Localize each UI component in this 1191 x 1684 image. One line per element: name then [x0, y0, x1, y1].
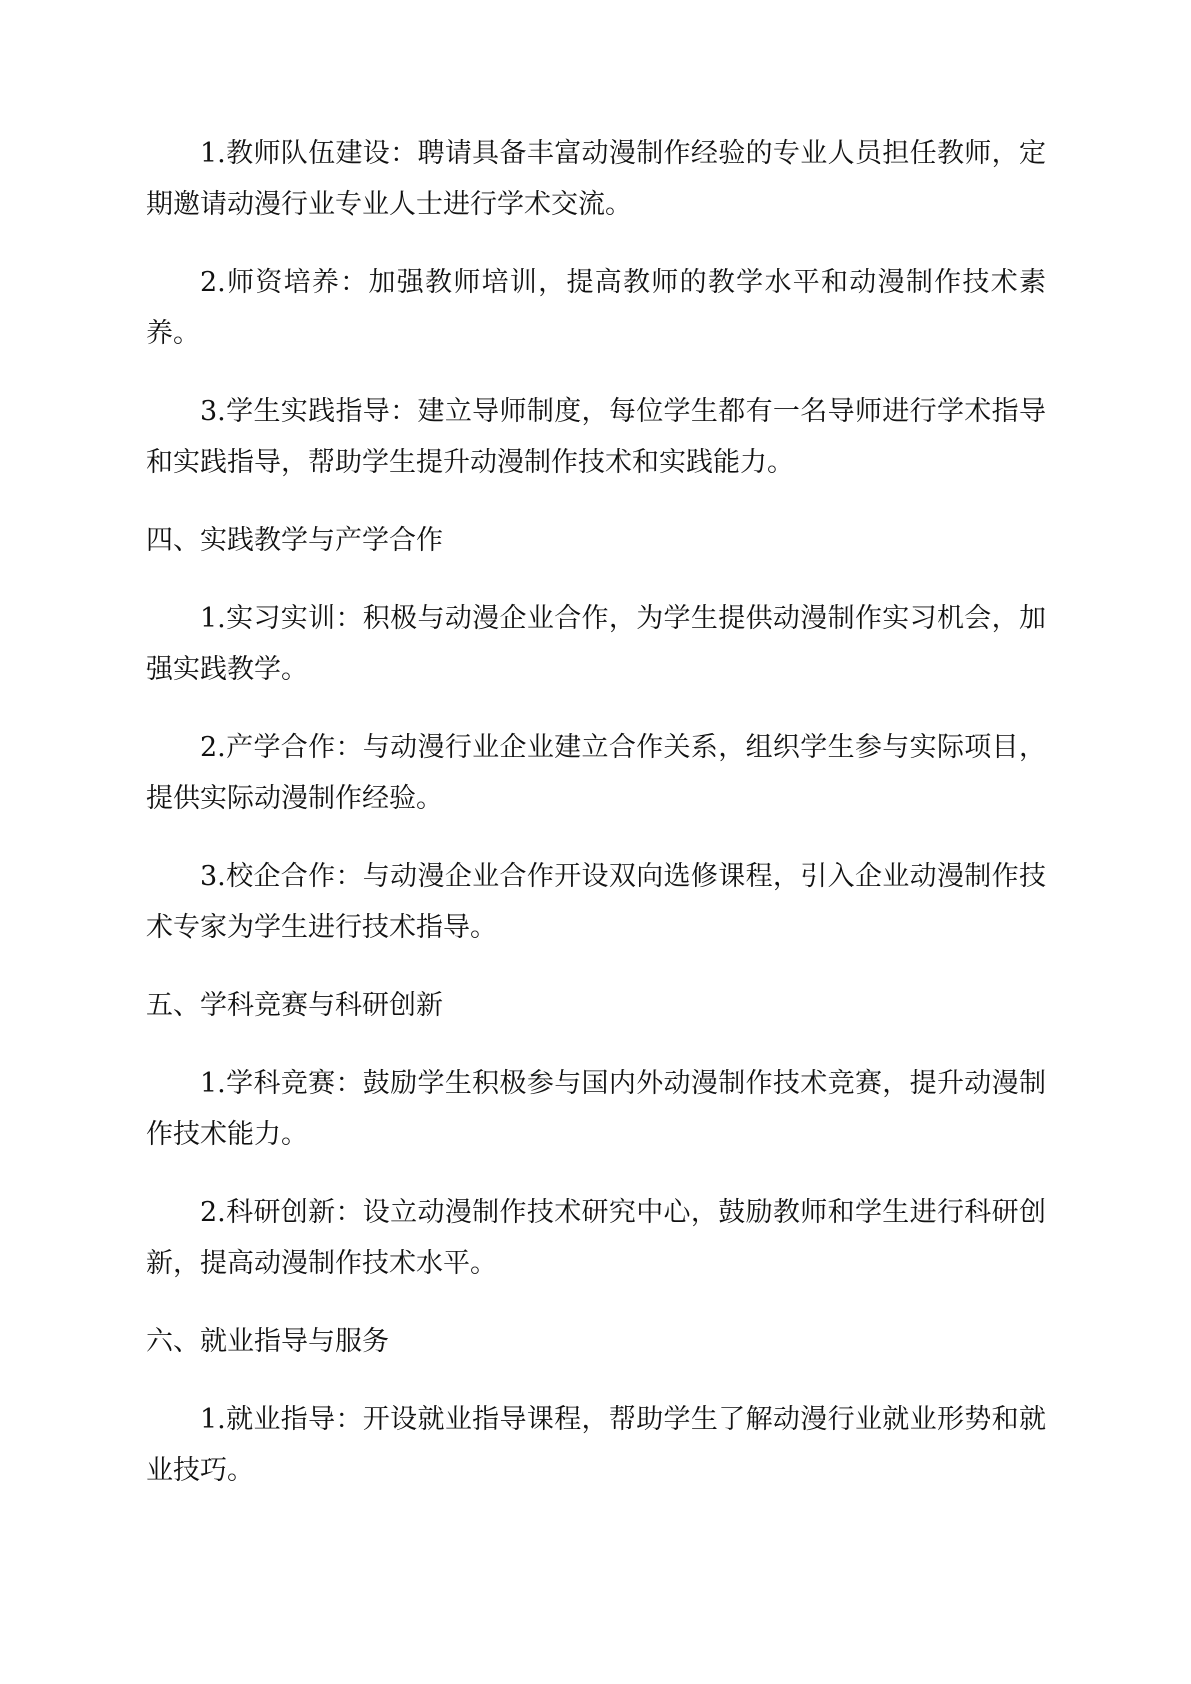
- paragraph-student-guidance: 3.学生实践指导：建立导师制度，每位学生都有一名导师进行学术指导和实践指导，帮助学生提升动漫制作技术和实践能力。: [146, 396, 1046, 478]
- paragraph-internship: 1.实习实训：积极与动漫企业合作，为学生提供动漫制作实习机会，加强实践教学。: [146, 603, 1046, 685]
- paragraph-school-enterprise: 3.校企合作：与动漫企业合作开设双向选修课程，引入企业动漫制作技术专家为学生进行技术指导。: [146, 861, 1046, 943]
- section-heading-employment: 六、就业指导与服务: [146, 1326, 389, 1357]
- section-heading-practice: 四、实践教学与产学合作: [146, 525, 443, 556]
- document-body: [146, 128, 1046, 1523]
- paragraph-teacher-team: 1.教师队伍建设：聘请具备丰富动漫制作经验的专业人员担任教师，定期邀请动漫行业专业人士进行学术交流。: [146, 138, 1046, 220]
- paragraph-teacher-training: 2.师资培养：加强教师培训，提高教师的教学水平和动漫制作技术素养。: [146, 267, 1046, 349]
- paragraph-competition: 1.学科竞赛：鼓励学生积极参与国内外动漫制作技术竞赛，提升动漫制作技术能力。: [146, 1068, 1046, 1150]
- paragraph-industry-cooperation: 2.产学合作：与动漫行业企业建立合作关系，组织学生参与实际项目，提供实际动漫制作经验。: [146, 732, 1046, 814]
- section-heading-competition: 五、学科竞赛与科研创新: [146, 990, 443, 1021]
- paragraph-research: 2.科研创新：设立动漫制作技术研究中心，鼓励教师和学生进行科研创新，提高动漫制作技术水平。: [146, 1197, 1046, 1279]
- paragraph-employment-guidance: 1.就业指导：开设就业指导课程，帮助学生了解动漫行业就业形势和就业技巧。: [146, 1404, 1046, 1486]
